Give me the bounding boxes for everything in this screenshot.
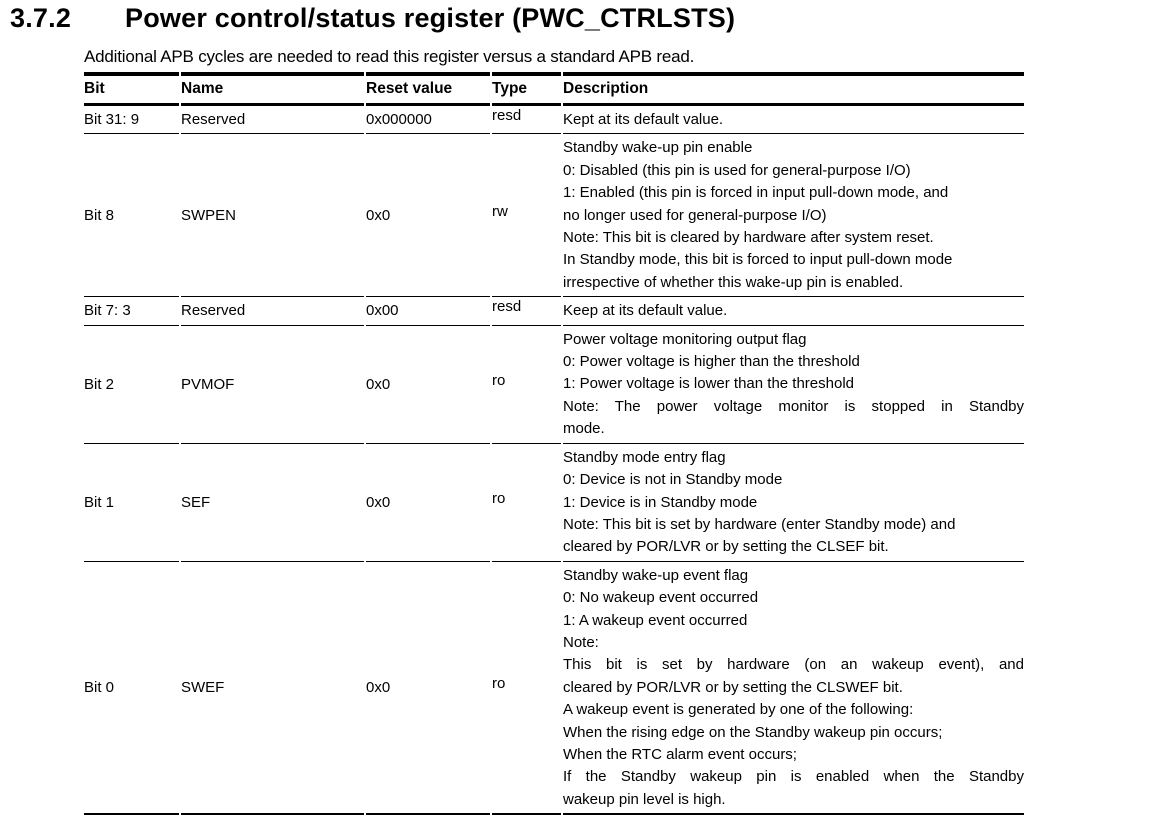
name-cell (181, 444, 364, 562)
type-cell (492, 297, 561, 325)
bit-cell (84, 134, 179, 297)
description-line: irrespective of whether this wake-up pin is enabled. (563, 273, 904, 291)
intro-paragraph: Additional APB cycles are needed to read this register versus a standard APB read. (84, 47, 695, 66)
type-cell-text: resd (492, 298, 522, 316)
name-cell-text: Reserved (181, 111, 246, 129)
table-row (84, 444, 1024, 562)
name-cell (181, 562, 364, 815)
bit-cell (84, 326, 179, 444)
type-cell (492, 326, 561, 444)
description-line: Keep at its default value. (563, 302, 728, 320)
description-line: cleared by POR/LVR or by setting the CLSEF bit. (563, 538, 889, 556)
bit-cell-text: Bit 2 (84, 375, 115, 393)
type-cell (492, 106, 561, 134)
description-line: Note: (563, 633, 599, 651)
bit-cell-text: Bit 31: 9 (84, 111, 140, 129)
description-line: When the rising edge on the Standby wakeup pin occurs; (563, 723, 943, 741)
column-header-reset-value: Reset value (366, 72, 490, 106)
type-cell (492, 444, 561, 562)
description-cell (563, 562, 1024, 815)
column-header-name: Name (181, 72, 364, 106)
description-line: Standby wake-up pin enable (563, 139, 753, 157)
type-cell (492, 134, 561, 297)
description-line: This bit is set by hardware (on an wakeup event), and (563, 656, 1024, 674)
table-header-row (84, 72, 1024, 106)
description-line: Standby mode entry flag (563, 448, 726, 466)
table-row (84, 326, 1024, 444)
description-line: no longer used for general-purpose I/O) (563, 206, 827, 224)
description-cell (563, 297, 1024, 325)
document-page (0, 2, 1152, 820)
table-row (84, 106, 1024, 134)
bit-cell (84, 562, 179, 815)
description-line: Standby wake-up event flag (563, 566, 749, 584)
reset-value-cell-text: 0x0 (366, 375, 391, 393)
description-line: 0: Disabled (this pin is used for general-purpose I/O) (563, 161, 911, 179)
column-header-type: Type (492, 72, 561, 106)
description-line: 1: A wakeup event occurred (563, 611, 748, 629)
name-cell-text: SWEF (181, 678, 225, 696)
description-line: 0: No wakeup event occurred (563, 589, 759, 607)
bit-cell-text: Bit 1 (84, 493, 115, 511)
reset-value-cell-text: 0x000000 (366, 111, 432, 129)
reset-value-cell (366, 106, 490, 134)
section-title: Power control/status register (PWC_CTRLSTS) (125, 3, 736, 33)
table-row (84, 297, 1024, 325)
reset-value-cell-text: 0x0 (366, 206, 391, 224)
name-cell-text: SWPEN (181, 206, 237, 224)
reset-value-cell-text: 0x0 (366, 678, 391, 696)
description-cell (563, 326, 1024, 444)
bit-cell-text: Bit 8 (84, 206, 115, 224)
name-cell-text: Reserved (181, 302, 246, 320)
table-row (84, 134, 1024, 297)
description-line: When the RTC alarm event occurs; (563, 745, 797, 763)
description-line: Power voltage monitoring output flag (563, 330, 807, 348)
name-cell-text: SEF (181, 493, 211, 511)
section-heading (10, 2, 1152, 34)
description-line: Note: This bit is set by hardware (enter Standby mode) and (563, 515, 956, 533)
description-line: A wakeup event is generated by one of the following: (563, 701, 914, 719)
type-cell-text: rw (492, 202, 508, 220)
bit-cell (84, 297, 179, 325)
reset-value-cell (366, 326, 490, 444)
name-cell (181, 297, 364, 325)
description-line: cleared by POR/LVR or by setting the CLSWEF bit. (563, 678, 903, 696)
section-number: 3.7.2 (10, 3, 72, 33)
description-cell (563, 134, 1024, 297)
column-header-description: Description (563, 72, 1024, 106)
description-line: wakeup pin level is high. (563, 790, 726, 808)
description-line: Note: This bit is cleared by hardware after system reset. (563, 229, 934, 247)
reset-value-cell (366, 562, 490, 815)
type-cell-text: resd (492, 107, 522, 125)
description-cell (563, 444, 1024, 562)
bit-cell (84, 106, 179, 134)
reset-value-cell (366, 134, 490, 297)
description-line: 1: Enabled (this pin is forced in input pull-down mode, and (563, 184, 949, 202)
register-table (82, 72, 1026, 815)
bit-cell-text: Bit 7: 3 (84, 302, 131, 320)
reset-value-cell-text: 0x0 (366, 493, 391, 511)
reset-value-cell (366, 297, 490, 325)
description-line: In Standby mode, this bit is forced to input pull-down mode (563, 251, 953, 269)
description-cell (563, 106, 1024, 134)
description-line: 1: Power voltage is lower than the threshold (563, 375, 854, 393)
description-line: mode. (563, 420, 605, 438)
column-header-bit: Bit (84, 72, 179, 106)
type-cell (492, 562, 561, 815)
type-cell-text: ro (492, 489, 506, 507)
name-cell (181, 134, 364, 297)
type-cell-text: ro (492, 371, 506, 389)
description-line: 0: Power voltage is higher than the threshold (563, 353, 860, 371)
name-cell-text: PVMOF (181, 375, 235, 393)
description-line: 0: Device is not in Standby mode (563, 471, 783, 489)
bit-cell-text: Bit 0 (84, 678, 115, 696)
reset-value-cell (366, 444, 490, 562)
bit-cell (84, 444, 179, 562)
reset-value-cell-text: 0x00 (366, 302, 399, 320)
description-line: Kept at its default value. (563, 111, 724, 128)
description-line: Note: The power voltage monitor is stopped in Standby (563, 397, 1024, 415)
type-cell-text: ro (492, 674, 506, 692)
description-line: If the Standby wakeup pin is enabled when the Standby (563, 768, 1024, 786)
description-line: 1: Device is in Standby mode (563, 493, 758, 511)
name-cell (181, 106, 364, 134)
name-cell (181, 326, 364, 444)
table-row (84, 562, 1024, 815)
